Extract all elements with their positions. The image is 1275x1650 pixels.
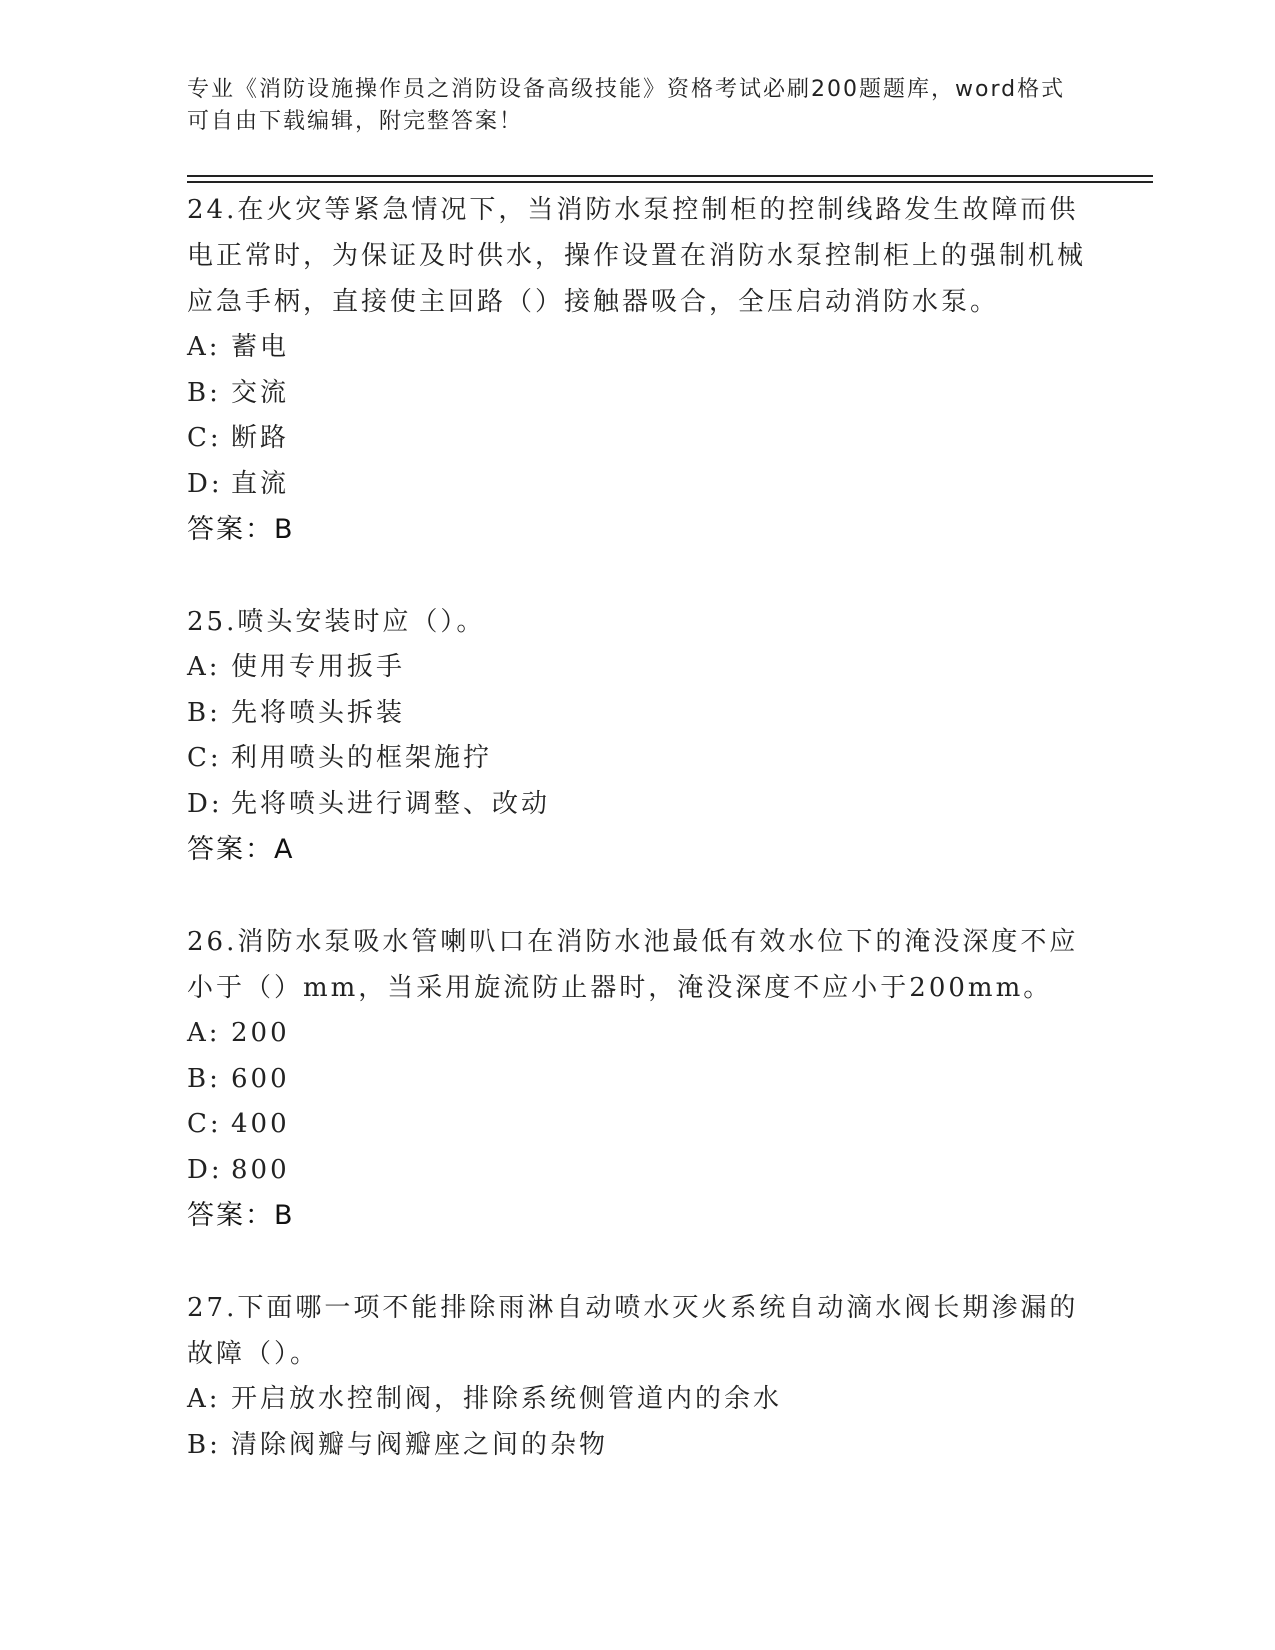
option-key: D: [187,468,223,499]
answer-line: 答案：B [187,514,295,545]
question-27 [187,1285,1087,1468]
answer-line: 答案：A [187,834,295,865]
option-key: C: [187,743,222,773]
option-a [187,645,1087,691]
option-key: A: [187,1384,221,1414]
option-key: D: [187,788,223,819]
option-key: B: [187,377,221,408]
option-key: C: [187,1109,222,1139]
question-25 [187,599,1087,873]
option-text: 开启放水控制阀，排除系统侧管道内的余水 [231,1384,783,1414]
option-text: 断路 [231,423,290,453]
option-key: D: [187,1154,223,1185]
option-c [187,1102,1087,1148]
option-c [187,736,1087,782]
document-intro: 专业《消防设施操作员之消防设备高级技能》资格考试必刷200题题库，word格式可自由下载编辑，附完整答案！ [187,77,1066,134]
answer-line: 答案：B [187,1200,295,1231]
option-key: A: [187,1018,221,1048]
option-key: A: [187,332,221,362]
option-a [187,325,1087,371]
option-c [187,416,1087,462]
option-text: 直流 [231,468,290,499]
option-d [187,782,1087,828]
option-a [187,1011,1087,1057]
option-d [187,462,1087,508]
option-text: 交流 [231,377,290,408]
option-text: 先将喷头拆装 [231,697,406,728]
option-text: 利用喷头的框架施拧 [231,743,493,773]
option-b [187,371,1087,417]
question-stem: 25.喷头安装时应（）。 [187,607,486,637]
question-26 [187,919,1087,1239]
header-divider-bottom [187,181,1153,183]
option-text: 清除阀瓣与阀瓣座之间的杂物 [231,1429,609,1460]
option-d [187,1148,1087,1194]
option-text: 800 [231,1154,290,1185]
option-key: B: [187,697,221,728]
option-b [187,1057,1087,1103]
option-b [187,1423,1087,1469]
option-key: B: [187,1429,221,1460]
option-text: 先将喷头进行调整、改动 [231,788,551,819]
question-stem: 26.消防水泵吸水管喇叭口在消防水池最低有效水位下的淹没深度不应小于（）mm，当采用旋流防止器时，淹没深度不应小于200mm。 [187,927,1079,1003]
option-key: B: [187,1063,221,1094]
option-a [187,1377,1087,1423]
option-key: C: [187,423,222,453]
option-text: 蓄电 [231,332,290,362]
question-list [187,187,1087,1514]
question-stem: 27.下面哪一项不能排除雨淋自动喷水灭火系统自动滴水阀长期渗漏的故障（）。 [187,1293,1079,1369]
option-text: 200 [231,1018,290,1048]
option-text: 使用专用扳手 [231,652,406,682]
question-24 [187,187,1087,553]
header-divider-top [187,175,1153,177]
option-text: 600 [231,1063,290,1094]
option-b [187,691,1087,737]
option-key: A: [187,652,221,682]
option-text: 400 [231,1109,290,1139]
question-stem: 24.在火灾等紧急情况下，当消防水泵控制柜的控制线路发生故障而供电正常时，为保证及时供水，操作设置在消防水泵控制柜上的强制机械应急手柄，直接使主回路（）接触器吸合，全压启动消防水泵。 [187,195,1087,317]
